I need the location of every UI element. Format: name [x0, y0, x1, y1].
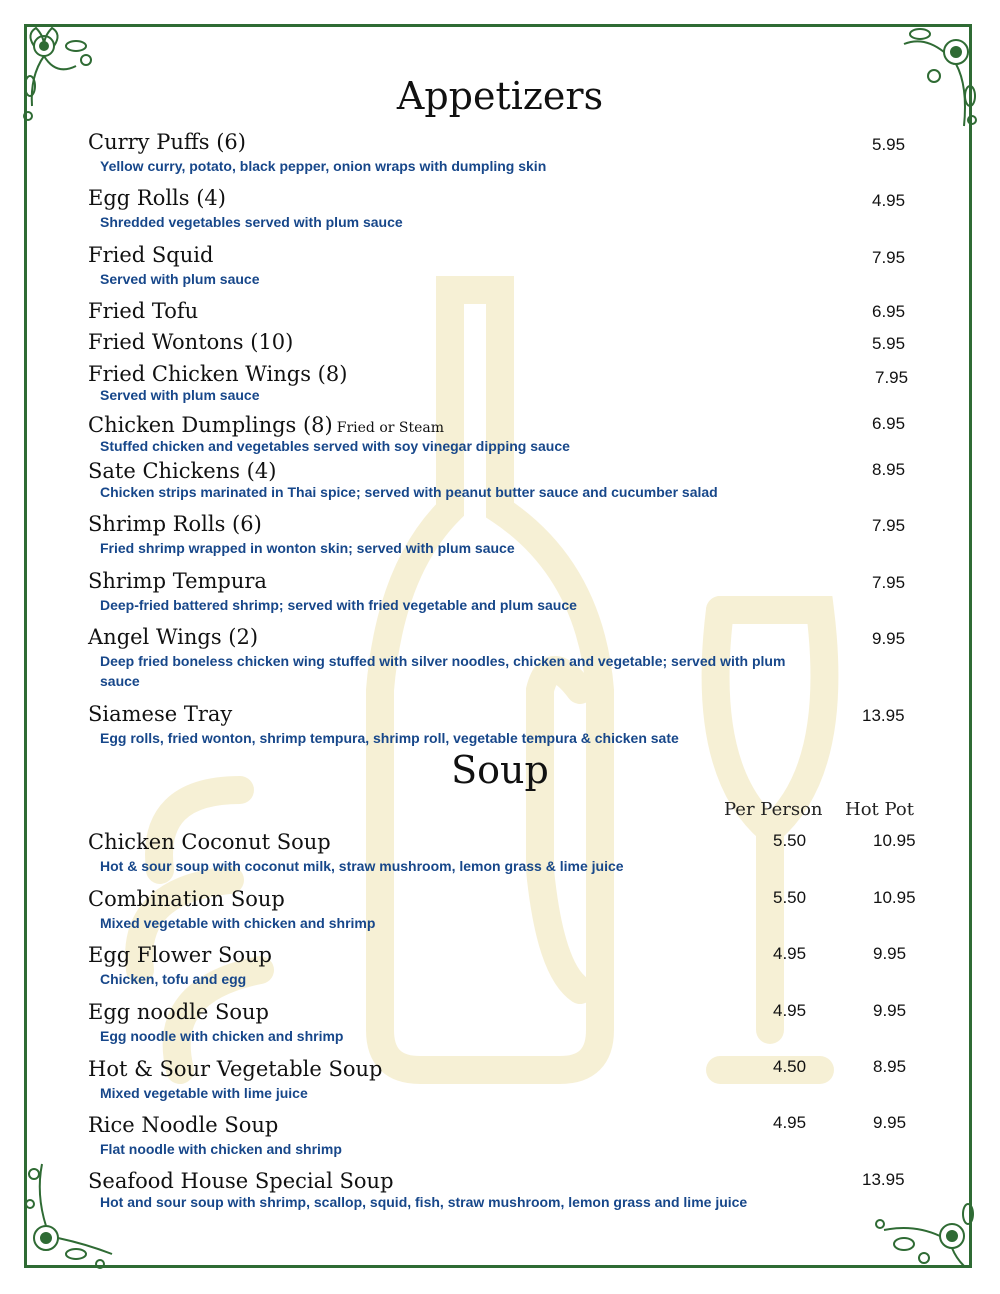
item-price: 7.95 — [872, 573, 906, 592]
item-name: Hot & Sour Vegetable Soup — [88, 1057, 383, 1081]
item-name: Sate Chickens (4) — [88, 459, 277, 483]
item-description: Egg rolls, fried wonton, shrimp tempura, shrimp roll, vegetable tempura & chicken sate — [100, 730, 679, 746]
item-price: 7.95 — [872, 248, 906, 267]
menu-item — [88, 512, 928, 558]
item-name: Egg noodle Soup — [88, 1000, 269, 1024]
item-description: Deep-fried battered shrimp; served with fried vegetable and plum sauce — [100, 597, 577, 613]
per-person-price: 4.95 — [773, 1113, 807, 1132]
item-name: Fried Wontons (10) — [88, 330, 294, 354]
per-person-column-header: Per Person — [724, 799, 823, 820]
hot-pot-price: 13.95 — [862, 1170, 905, 1189]
appetizers-heading: Appetizers — [396, 74, 604, 118]
item-price: 9.95 — [872, 629, 906, 648]
soup-heading: Soup — [451, 748, 549, 792]
per-person-price: 4.50 — [773, 1057, 807, 1076]
item-name: Shrimp Tempura — [88, 569, 267, 593]
item-price: 5.95 — [872, 135, 906, 154]
menu-item — [88, 459, 928, 502]
hot-pot-price: 10.95 — [873, 888, 916, 907]
item-price: 6.95 — [872, 302, 906, 321]
item-name: Egg Rolls (4) — [88, 186, 226, 210]
item-description: Mixed vegetable with chicken and shrimp — [100, 915, 376, 931]
item-name: Rice Noodle Soup — [88, 1113, 279, 1137]
item-name: Fried Tofu — [88, 299, 199, 323]
item-description: Shredded vegetables served with plum sauce — [100, 214, 403, 230]
item-description: Deep fried boneless chicken wing stuffed with silver noodles, chicken and vegetable; served with plum sauce — [100, 653, 786, 689]
item-description: Hot & sour soup with coconut milk, straw mushroom, lemon grass & lime juice — [100, 858, 624, 874]
item-description: Served with plum sauce — [100, 271, 260, 287]
menu-item — [88, 130, 928, 176]
item-name: Fried Chicken Wings (8) — [88, 362, 348, 386]
item-description: Mixed vegetable with lime juice — [100, 1085, 308, 1101]
hot-pot-column-header: Hot Pot — [845, 799, 914, 820]
menu-item — [88, 625, 828, 691]
hot-pot-price: 9.95 — [873, 944, 907, 963]
menu-item — [88, 569, 928, 615]
item-name: Egg Flower Soup — [88, 943, 272, 967]
item-name: Combination Soup — [88, 887, 285, 911]
item-name: Seafood House Special Soup — [88, 1169, 394, 1193]
menu-item — [88, 362, 928, 405]
item-description: Stuffed chicken and vegetables served with soy vinegar dipping sauce — [100, 438, 570, 454]
item-name: Angel Wings (2) — [88, 625, 259, 649]
menu-item — [88, 702, 928, 748]
item-price: 7.95 — [872, 516, 906, 535]
menu-item — [88, 1169, 928, 1212]
hot-pot-price: 8.95 — [873, 1057, 907, 1076]
hot-pot-price: 10.95 — [873, 831, 916, 850]
hot-pot-price: 9.95 — [873, 1001, 907, 1020]
item-description: Yellow curry, potato, black pepper, onion wraps with dumpling skin — [100, 158, 547, 174]
per-person-price: 4.95 — [773, 1001, 807, 1020]
item-price: 4.95 — [872, 191, 906, 210]
item-name: Siamese Tray — [88, 702, 233, 726]
item-description: Fried shrimp wrapped in wonton skin; served with plum sauce — [100, 540, 515, 556]
item-name: Chicken Coconut Soup — [88, 830, 331, 854]
item-description: Egg noodle with chicken and shrimp — [100, 1028, 344, 1044]
menu-item — [88, 413, 928, 456]
item-name: Curry Puffs (6) — [88, 130, 246, 154]
hot-pot-price: 9.95 — [873, 1113, 907, 1132]
per-person-price: 4.95 — [773, 944, 807, 963]
menu-item — [88, 186, 928, 232]
item-description: Flat noodle with chicken and shrimp — [100, 1141, 342, 1157]
item-description: Served with plum sauce — [100, 387, 260, 403]
item-price: 13.95 — [862, 706, 905, 725]
menu-item — [88, 330, 928, 354]
item-price: 7.95 — [875, 368, 909, 387]
menu-item — [88, 243, 928, 289]
item-description: Chicken, tofu and egg — [100, 971, 247, 987]
item-price: 6.95 — [872, 414, 906, 433]
item-description: Chicken strips marinated in Thai spice; served with peanut butter sauce and cucumber salad — [100, 484, 718, 500]
item-price: 5.95 — [872, 334, 906, 353]
per-person-price: 5.50 — [773, 831, 807, 850]
item-description: Hot and sour soup with shrimp, scallop, squid, fish, straw mushroom, lemon grass and lime juice — [100, 1194, 748, 1210]
item-note: Fried or Steam — [336, 420, 445, 436]
item-name: Shrimp Rolls (6) — [88, 512, 262, 536]
menu-item — [88, 299, 928, 323]
item-price: 8.95 — [872, 460, 906, 479]
per-person-price: 5.50 — [773, 888, 807, 907]
item-name: Chicken Dumplings (8) — [88, 413, 333, 437]
item-name: Fried Squid — [88, 243, 214, 267]
